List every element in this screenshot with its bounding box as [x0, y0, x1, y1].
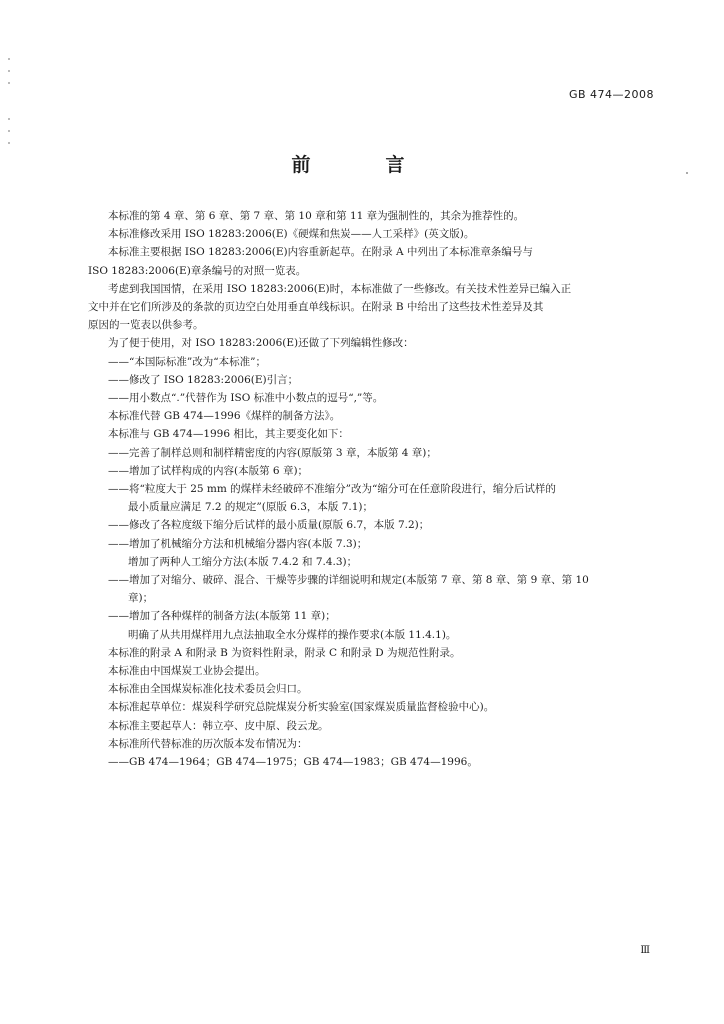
paragraph: ISO 18283:2006(E)章条编号的对照一览表。: [88, 264, 307, 277]
paragraph: 本标准起草单位：煤炭科学研究总院煤炭分析实验室(国家煤炭质量监督检验中心)。: [108, 701, 495, 714]
paragraph: 文中并在它们所涉及的条款的页边空白处用垂直单线标识。在附录 B 中给出了这些技术性差异及其: [88, 301, 544, 314]
list-item-continuation: 最小质量应满足 7.2 的规定”(原版 6.3，本版 7.1)；: [128, 501, 374, 514]
list-item-continuation: 增加了两种人工缩分方法(本版 7.4.2 和 7.4.3)；: [128, 555, 358, 568]
margin-mark: [8, 82, 10, 84]
paragraph: 本标准由中国煤炭工业协会提出。: [108, 665, 266, 678]
margin-mark: [8, 130, 10, 132]
foreword-body: [88, 207, 658, 771]
list-item: ——GB 474—1964；GB 474—1975；GB 474—1983；GB 474—1996。: [108, 756, 478, 769]
paragraph: 为了便于使用，对 ISO 18283:2006(E)还做了下列编辑性修改：: [108, 337, 414, 350]
paragraph: 本标准修改采用 ISO 18283:2006(E)《硬煤和焦炭——人工采样》(英文版)。: [108, 228, 475, 241]
paragraph: 本标准代替 GB 474—1996《煤样的制备方法》。: [108, 410, 341, 423]
list-item: ——用小数点“.”代替作为 ISO 标准中小数点的逗号“,”等。: [108, 392, 384, 405]
margin-mark: [8, 58, 10, 60]
paragraph: 本标准主要根据 ISO 18283:2006(E)内容重新起草。在附录 A 中列出了本标准章条编号与: [108, 246, 533, 259]
page-title: 前 言: [291, 154, 433, 176]
paragraph: 本标准由全国煤炭标准化技术委员会归口。: [108, 683, 308, 696]
paragraph: 本标准的附录 A 和附录 B 为资料性附录，附录 C 和附录 D 为规范性附录。: [108, 646, 461, 659]
list-item: ——将“粒度大于 25 mm 的煤样未经破碎不准缩分”改为“缩分可在任意阶段进行，缩分后试样的: [108, 483, 556, 496]
list-item-continuation: 明确了从共用煤样用九点法抽取全水分煤样的操作要求(本版 11.4.1)。: [128, 628, 457, 641]
list-item: ——“本国际标准”改为“本标准”；: [108, 355, 266, 368]
standard-code: GB 474—2008: [568, 88, 654, 101]
list-item: ——修改了各粒度级下缩分后试样的最小质量(原版 6.7，本版 7.2)；: [108, 519, 430, 532]
list-item: ——增加了各种煤样的制备方法(本版第 11 章)；: [108, 610, 336, 623]
page-number: Ⅲ: [640, 945, 650, 956]
margin-mark: [8, 118, 10, 120]
list-item: ——增加了试样构成的内容(本版第 6 章)；: [108, 464, 309, 477]
margin-mark: [8, 70, 10, 72]
list-item: ——增加了机械缩分方法和机械缩分器内容(本版 7.3)；: [108, 537, 368, 550]
paragraph: 考虑到我国国情，在采用 ISO 18283:2006(E)时，本标准做了一些修改。有关技术性差异已编入正: [108, 282, 572, 295]
list-item: ——修改了 ISO 18283:2006(E)引言；: [108, 373, 299, 386]
list-item: ——完善了制样总则和制样精密度的内容(原版第 3 章，本版第 4 章)；: [108, 446, 437, 459]
paragraph: 原因的一览表以供参考。: [88, 319, 204, 332]
list-item: ——增加了对缩分、破碎、混合、干燥等步骤的详细说明和规定(本版第 7 章、第 8 章、第 9 章、第 10: [108, 574, 589, 587]
margin-mark: [8, 142, 10, 144]
paragraph: 本标准所代替标准的历次版本发布情况为：: [108, 737, 308, 750]
paragraph: 本标准的第 4 章、第 6 章、第 7 章、第 10 章和第 11 章为强制性的，其余为推荐性的。: [108, 210, 525, 222]
list-item-continuation: 章)；: [128, 592, 154, 605]
paragraph: 本标准与 GB 474—1996 相比，其主要变化如下：: [108, 428, 349, 441]
paragraph: 本标准主要起草人：韩立亭、皮中原、段云龙。: [108, 719, 329, 732]
